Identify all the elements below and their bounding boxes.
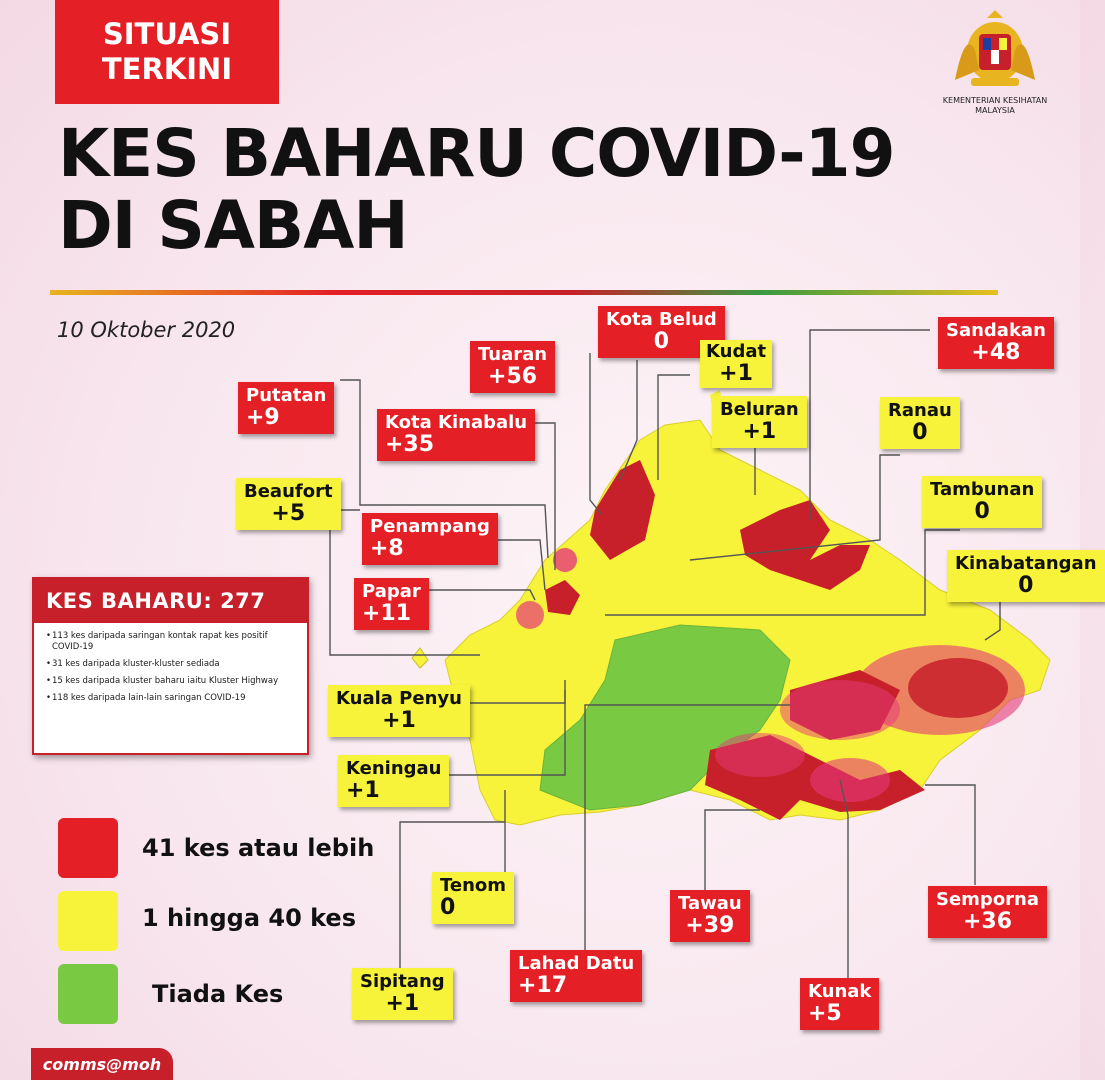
district-count: +5 <box>271 500 306 526</box>
district-name: Penampang <box>370 516 490 537</box>
district-name: Papar <box>362 581 421 602</box>
penampang-zone <box>516 601 544 629</box>
kunak-zone <box>810 758 890 802</box>
tawau-halo <box>715 733 805 777</box>
district-count: 0 <box>912 419 928 445</box>
district-count: +17 <box>518 972 568 998</box>
district-name: Semporna <box>936 889 1040 910</box>
district-name: Ranau <box>888 400 952 421</box>
district-count: +9 <box>246 404 280 430</box>
new-cases-summary <box>32 577 309 755</box>
key-swatch-yellow <box>58 891 118 951</box>
district-count: 0 <box>974 498 990 524</box>
district-count: 0 <box>440 894 456 920</box>
district-name: Kunak <box>808 981 872 1002</box>
district-name: Kota Kinabalu <box>385 412 528 433</box>
district-name: Tambunan <box>930 479 1035 500</box>
district-name: Kudat <box>706 341 767 362</box>
key-swatch-green <box>58 964 118 1024</box>
label-tambunan <box>922 476 1042 528</box>
label-tawau <box>670 890 750 942</box>
label-sandakan <box>938 317 1054 369</box>
labuan-island <box>412 648 428 668</box>
badge-line-1: SITUASI <box>102 17 232 51</box>
label-kuala-penyu <box>328 685 470 737</box>
district-name: Beaufort <box>244 481 333 502</box>
label-kinabatangan <box>947 550 1105 602</box>
badge-line-2: TERKINI <box>101 52 233 86</box>
district-count: 0 <box>653 328 670 354</box>
label-sipitang <box>352 968 453 1020</box>
label-tenom <box>432 872 514 924</box>
district-count: +1 <box>742 418 777 444</box>
label-tuaran <box>470 341 555 393</box>
label-beaufort <box>236 478 341 530</box>
district-name: Kuala Penyu <box>336 688 462 709</box>
title-line-2: DI SABAH <box>58 187 408 264</box>
label-lahad-datu <box>510 950 642 1002</box>
district-name: Putatan <box>246 385 327 406</box>
summary-list <box>34 623 307 704</box>
district-count: +48 <box>971 339 1021 365</box>
district-count: +1 <box>385 990 420 1016</box>
summary-item: • 113 kes daripada saringan kontak rapat kes positif COVID-19 <box>46 631 299 653</box>
district-count: +1 <box>382 707 416 733</box>
district-name: Beluran <box>720 399 799 420</box>
label-papar <box>354 578 429 630</box>
district-count: +1 <box>719 360 753 386</box>
key-label-green: Tiada Kes <box>152 980 284 1008</box>
district-count: +5 <box>808 1000 842 1026</box>
label-beluran <box>712 396 807 448</box>
label-penampang <box>362 513 498 565</box>
district-name: Keningau <box>346 758 442 779</box>
district-count: +11 <box>362 600 412 626</box>
label-kunak <box>800 978 879 1030</box>
title-line-1: KES BAHARU COVID-19 <box>58 115 895 192</box>
ministry-label-line-2: MALAYSIA <box>975 106 1015 115</box>
district-name: Sandakan <box>946 320 1046 341</box>
district-name: Tawau <box>678 893 742 914</box>
label-putatan <box>238 382 334 434</box>
district-count: +35 <box>385 431 435 457</box>
district-count: +8 <box>370 535 404 561</box>
district-name: Kinabatangan <box>955 553 1097 574</box>
summary-header: KES BAHARU: 277 <box>34 579 307 623</box>
district-count: +36 <box>962 908 1013 934</box>
label-keningau <box>338 755 449 807</box>
summary-item: • 118 kes daripada lain-lain saringan COVID-19 <box>46 693 299 704</box>
key-swatch-red <box>58 818 118 878</box>
district-name: Tenom <box>440 875 507 896</box>
district-count: +39 <box>685 912 735 938</box>
label-kudat <box>700 340 772 388</box>
district-count: 0 <box>1018 572 1034 598</box>
summary-item: • 31 kes daripada kluster-kluster sediada <box>46 659 299 670</box>
district-name: Lahad Datu <box>518 953 635 974</box>
district-count: +1 <box>346 777 380 803</box>
district-count: +56 <box>488 363 538 389</box>
label-ranau <box>880 397 960 449</box>
report-date: 10 Oktober 2020 <box>57 318 236 342</box>
district-name: Tuaran <box>478 344 548 365</box>
label-semporna <box>928 886 1047 938</box>
tuaran-zone <box>553 548 577 572</box>
semporna-core <box>908 658 1008 718</box>
district-name: Kota Belud <box>606 309 717 330</box>
label-kota-kinabalu <box>377 409 535 461</box>
key-label-yellow: 1 hingga 40 kes <box>142 904 356 932</box>
footer-tag: comms@moh <box>31 1048 173 1080</box>
district-name: Sipitang <box>360 971 445 992</box>
lahad-datu-halo <box>780 680 900 740</box>
ministry-label-line-1: KEMENTERIAN KESIHATAN <box>942 96 1048 105</box>
summary-item: • 15 kes daripada kluster baharu iaitu Kluster Highway <box>46 676 299 687</box>
key-label-red: 41 kes atau lebih <box>142 834 375 862</box>
